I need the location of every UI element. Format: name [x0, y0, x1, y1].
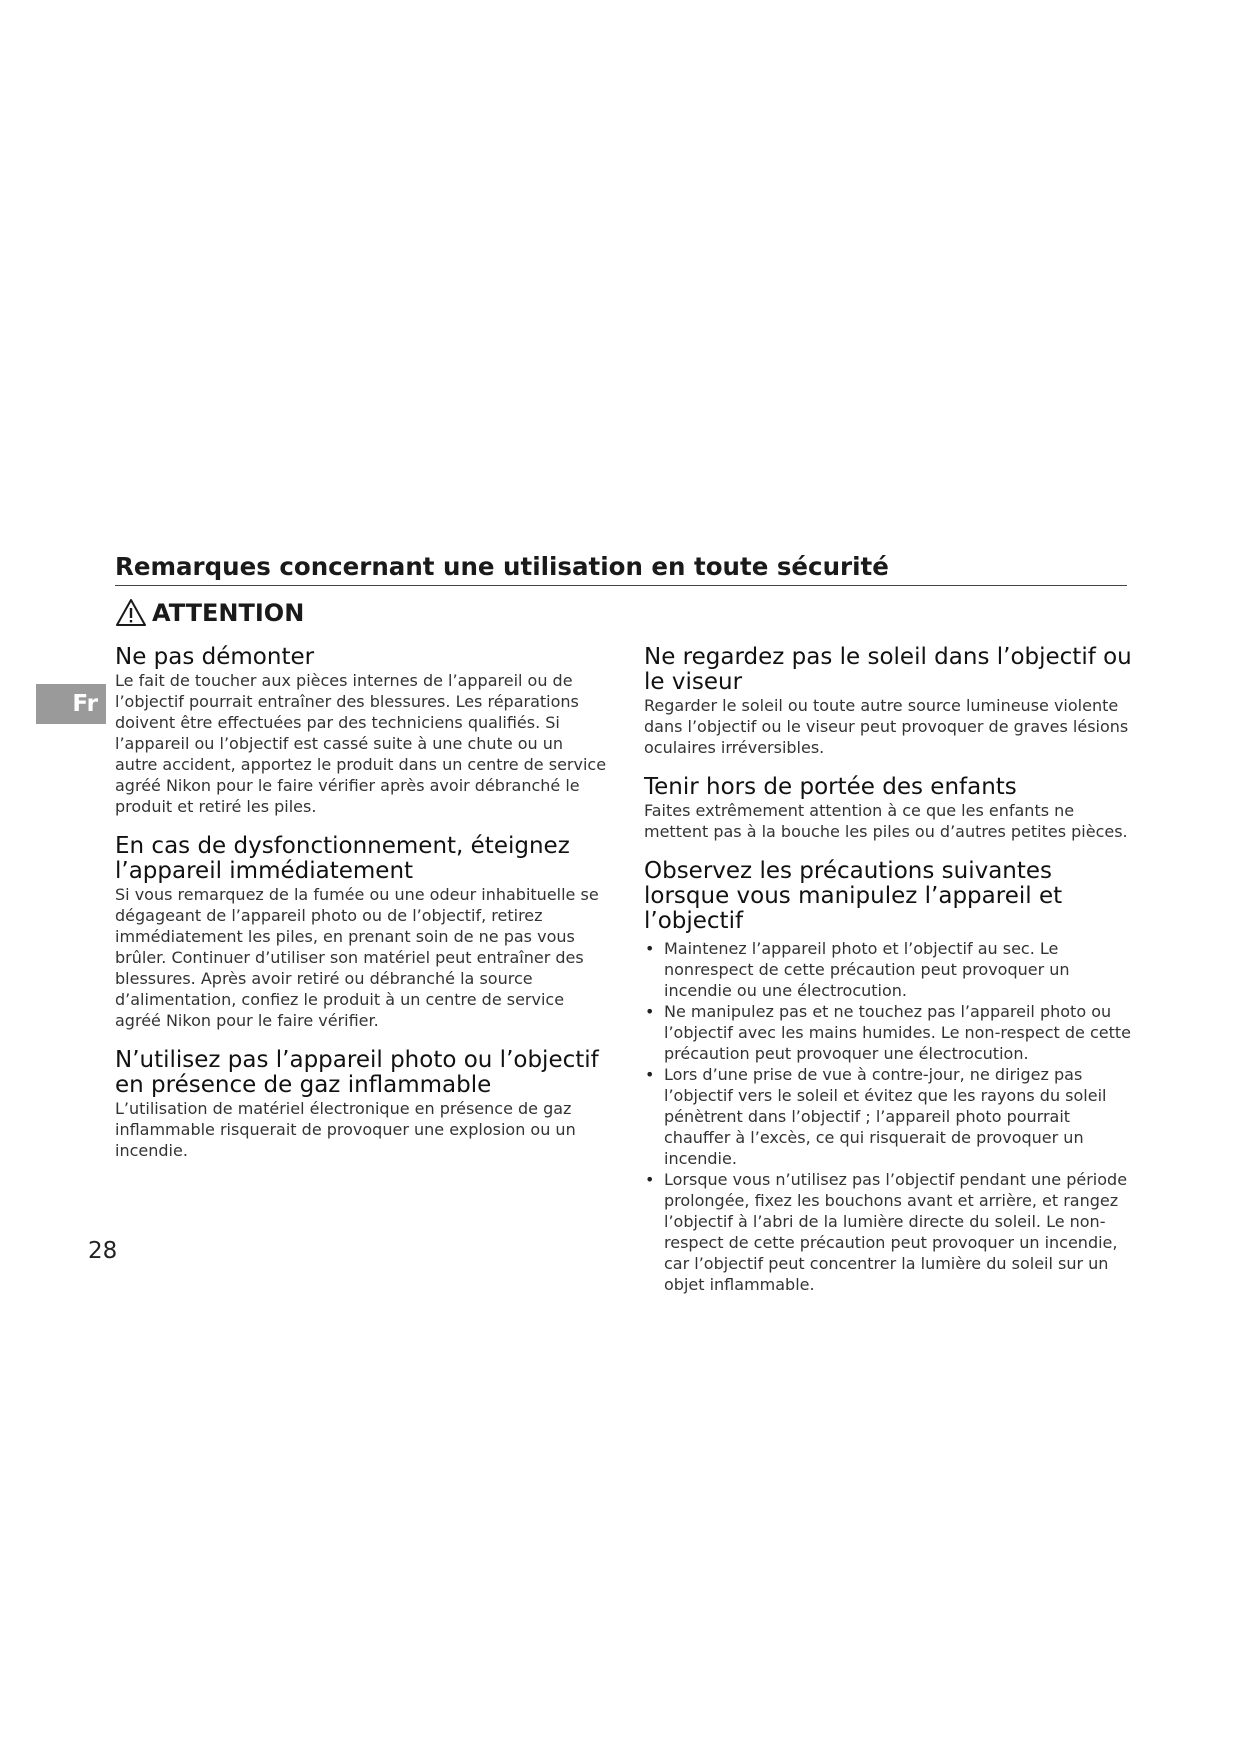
right-column [644, 645, 1136, 1312]
section-heading: Observez les précautions suivantes lorsque vous manipulez l’appareil et l’objectif [644, 858, 1063, 934]
section-body: Si vous remarquez de la fumée ou une odeur inhabituelle se dégageant de l’appareil photo ou de l’objectif, retirez immédiatement les piles, en prenant soin de ne pas vous brûler. Continuer d’utiliser son matériel peut entraîner des blessures. Après avoir retiré ou débranché la source d’alimentation, confiez le produit à un centre de service agréé Nikon pour le faire vérifier. [115, 885, 599, 1030]
section-heading: En cas de dysfonctionnement, éteignez l’appareil immédiatement [115, 833, 570, 884]
list-item: • Lors d’une prise de vue à contre-jour, ne dirigez pas l’objectif vers le soleil et évitez que les rayons du soleil pénètrent dans l’objectif ; l’appareil photo pourrait chauffer à l’excès, ce qui risquerait de provoquer un incendie. [644, 1064, 1136, 1169]
list-item: • Lorsque vous n’utilisez pas l’objectif pendant une période prolongée, fixez les bouchons avant et arrière, et rangez l’objectif à l’abri de la lumière directe du soleil. Le non-respect de cette précaution peut provoquer un incendie, car l’objectif peut concentrer la lumière du soleil sur un objet inflammable. [644, 1169, 1136, 1295]
attention-heading [115, 598, 304, 627]
section-soleil [644, 645, 1136, 758]
section-body: Regarder le soleil ou toute autre source lumineuse violente dans l’objectif ou le viseur peut provoquer de graves lésions oculaires irréversibles. [644, 696, 1129, 757]
page-number: 28 [88, 1238, 118, 1264]
section-heading: N’utilisez pas l’appareil photo ou l’objectif en présence de gaz inflammable [115, 1047, 599, 1098]
section-body: L’utilisation de matériel électronique en présence de gaz inflammable risquerait de provoquer une explosion ou un incendie. [115, 1099, 576, 1160]
section-heading: Tenir hors de portée des enfants [644, 774, 1017, 800]
language-tab: Fr [36, 684, 106, 724]
section-ne-pas-demonter [115, 645, 607, 817]
section-body: Faites extrêmement attention à ce que les enfants ne mettent pas à la bouche les piles ou d’autres petites pièces. [644, 801, 1128, 841]
section-precautions [644, 859, 1136, 1295]
list-item: • Ne manipulez pas et ne touchez pas l’appareil photo ou l’objectif avec les mains humides. Le non-respect de cette précaution peut provoquer une électrocution. [644, 1001, 1136, 1064]
section-body: Le fait de toucher aux pièces internes de l’appareil ou de l’objectif pourrait entraîner des blessures. Les réparations doivent être effectuées par des techniciens qualifiés. Si l’appareil ou l’objectif est cassé suite à une chute ou un autre accident, apportez le produit dans un centre de service agréé Nikon pour le faire vérifier après avoir débranché le produit et retiré les piles. [115, 671, 607, 816]
warning-triangle-icon [115, 598, 147, 627]
list-item: • Maintenez l’appareil photo et l’objectif au sec. Le nonrespect de cette précaution peut provoquer un incendie ou une électrocution. [644, 938, 1136, 1001]
section-heading: Ne regardez pas le soleil dans l’objectif ou le viseur [644, 644, 1132, 695]
attention-label: ATTENTION [152, 598, 305, 627]
section-enfants [644, 775, 1136, 842]
section-gaz-inflammable [115, 1048, 607, 1161]
section-heading: Ne pas démonter [115, 644, 315, 670]
left-column [115, 645, 607, 1178]
page-title: Remarques concernant une utilisation en toute sécurité [115, 552, 1127, 586]
precautions-list [644, 938, 1136, 1295]
section-dysfonctionnement [115, 834, 607, 1031]
